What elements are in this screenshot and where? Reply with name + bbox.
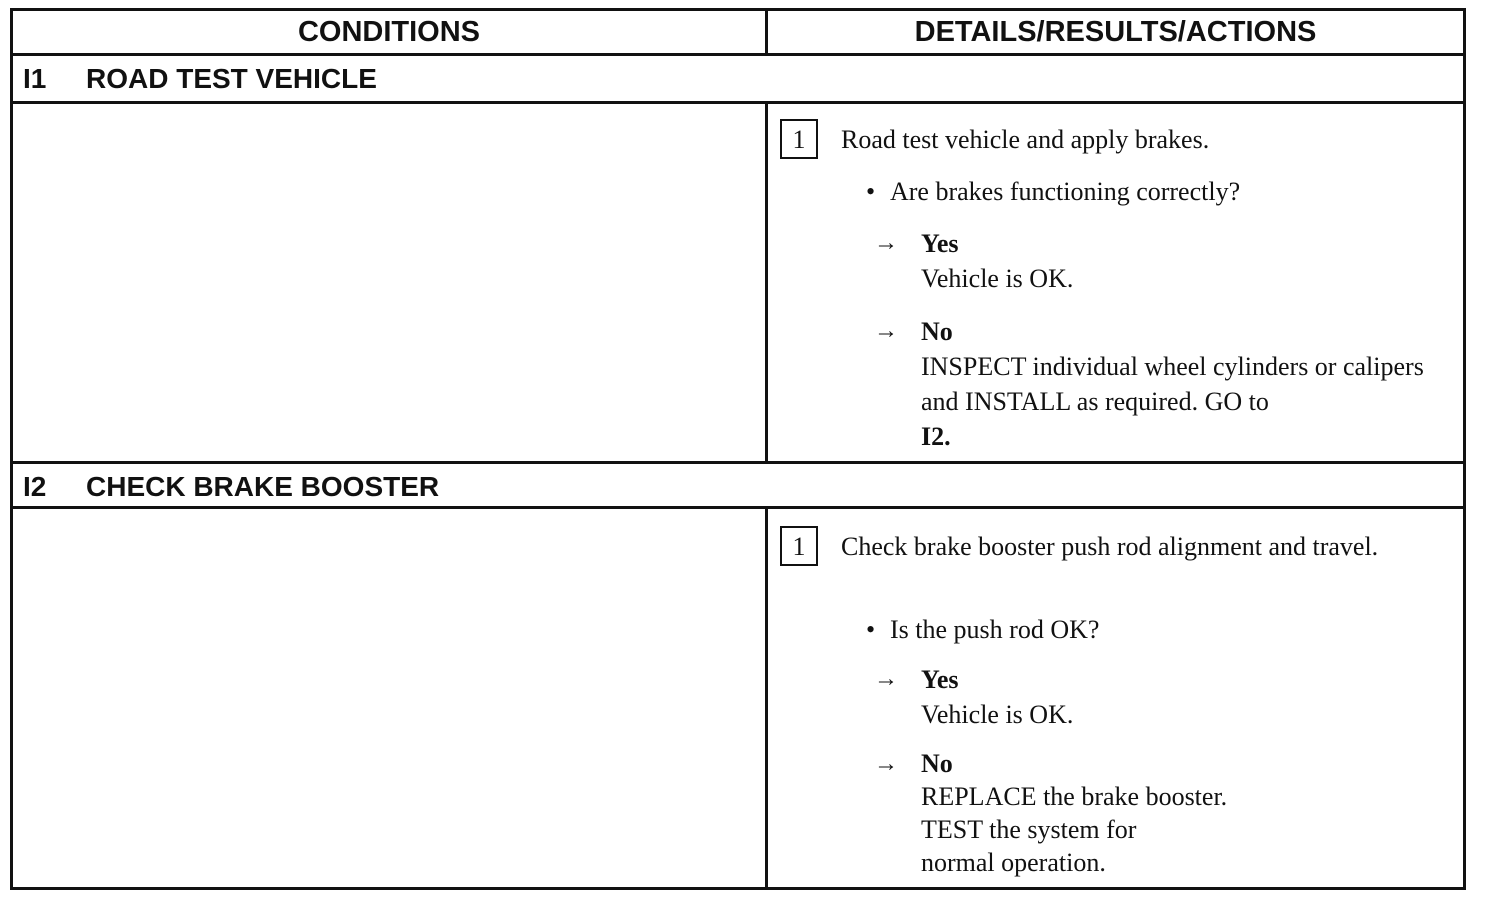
question-item [866, 612, 1099, 647]
step-number-box: 1 [780, 526, 818, 566]
yes-text: Vehicle is OK. [921, 700, 1074, 729]
goto-reference: I2. [921, 422, 951, 451]
bullet-icon: • [866, 615, 876, 644]
bullet-icon: • [866, 177, 876, 206]
arrow-right-icon: → [874, 230, 898, 256]
yes-answer [921, 662, 1451, 732]
question-item [866, 174, 1240, 209]
arrow-right-icon: → [874, 751, 898, 777]
details-cell-i1 [768, 104, 1463, 461]
no-label: No [921, 317, 953, 346]
no-answer [921, 314, 1451, 454]
conditions-header: CONDITIONS [13, 11, 768, 56]
diagnostic-table [10, 8, 1466, 890]
no-text: INSPECT individual wheel cylinders or calipers and INSTALL as required. GO to [921, 352, 1424, 416]
no-label: No [921, 749, 953, 778]
step-title: CHECK BRAKE BOOSTER [86, 471, 440, 502]
no-answer [921, 747, 1451, 879]
question-text: Are brakes functioning correctly? [890, 177, 1241, 206]
instruction-text: Check brake booster push rod alignment and travel. [841, 532, 1379, 561]
no-text-line-1: REPLACE the brake booster. [921, 782, 1228, 811]
conditions-cell-i1 [13, 104, 768, 461]
question-text: Is the push rod OK? [890, 615, 1100, 644]
arrow-right-icon: → [874, 318, 898, 344]
details-cell-i2 [768, 509, 1463, 887]
conditions-cell-i2 [13, 509, 768, 887]
no-text-line-3: normal operation. [921, 848, 1106, 877]
yes-label: Yes [921, 665, 959, 694]
details-header: DETAILS/RESULTS/ACTIONS [768, 11, 1463, 56]
no-text-line-2: TEST the system for [921, 815, 1137, 844]
instruction-text: Road test vehicle and apply brakes. [841, 125, 1210, 154]
step-code: I2 [23, 471, 47, 502]
step-header-i2 [13, 464, 1463, 509]
step-code: I1 [23, 63, 47, 94]
step-title: ROAD TEST VEHICLE [86, 63, 377, 94]
yes-label: Yes [921, 229, 959, 258]
arrow-right-icon: → [874, 666, 898, 692]
yes-text: Vehicle is OK. [921, 264, 1074, 293]
step-header-i1 [13, 56, 1463, 104]
yes-answer [921, 226, 1451, 296]
step-number-box: 1 [780, 119, 818, 159]
